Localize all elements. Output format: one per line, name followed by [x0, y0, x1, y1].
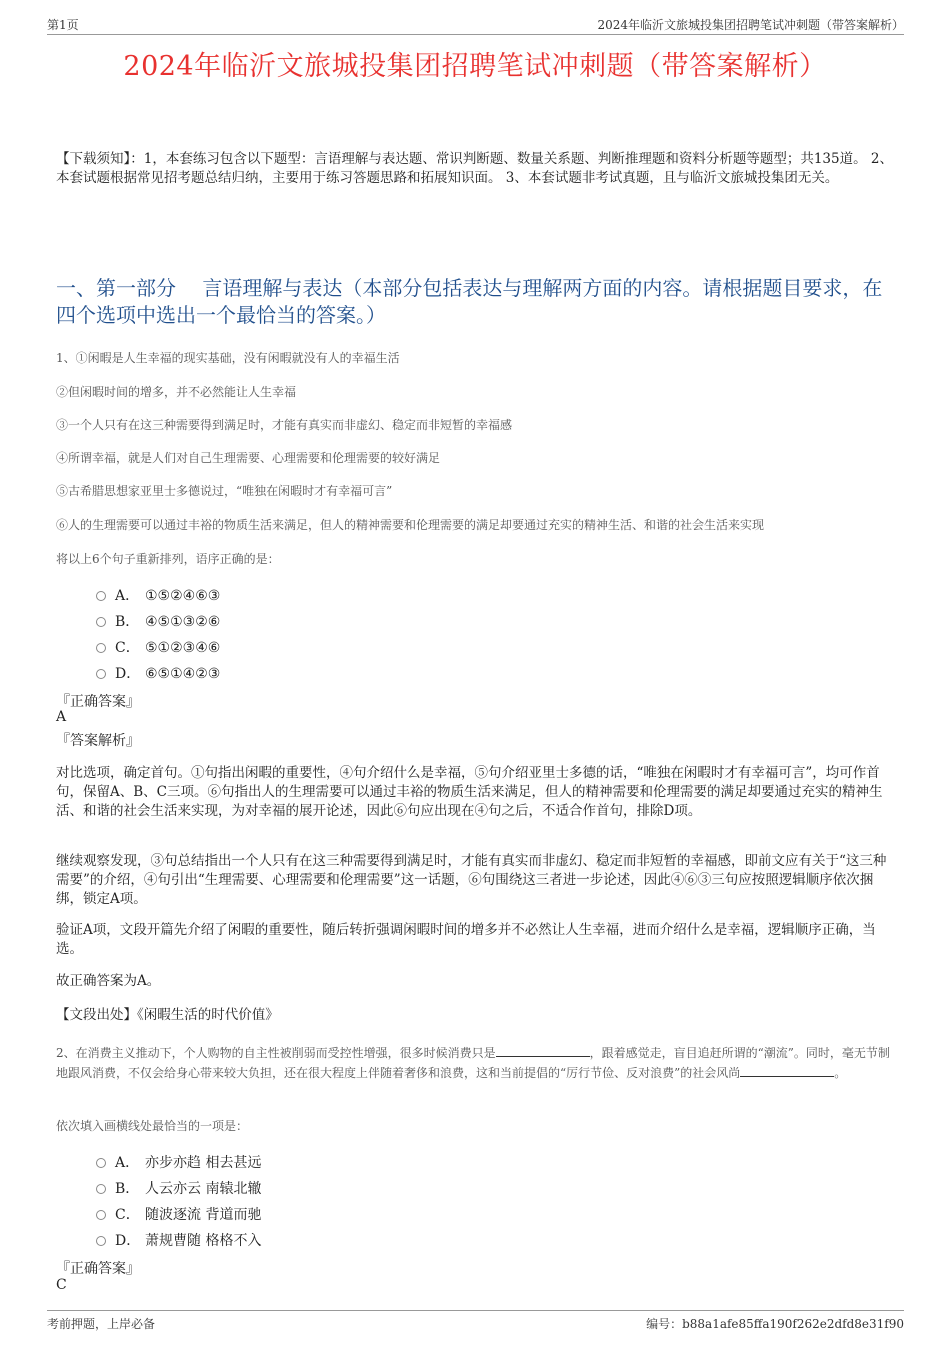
- q1-analysis-label: 『答案解析』: [56, 733, 140, 749]
- document-title: 2024年临沂文旅城投集团招聘笔试冲刺题（带答案解析）: [123, 51, 827, 82]
- footer-doc-id: 编号：b88a1afe85ffa190f262e2dfd8e31f90: [646, 1317, 904, 1331]
- blank-1: [496, 1045, 590, 1057]
- page-footer: [47, 1310, 904, 1333]
- q2-option-b[interactable]: B． 人云亦云 南辕北辙: [96, 1178, 261, 1198]
- header-doc-title: 2024年临沂文旅城投集团招聘笔试冲刺题（带答案解析）: [597, 18, 904, 32]
- q1-source: 【文段出处】《闲暇生活的时代价值》: [56, 1007, 279, 1023]
- radio-icon[interactable]: [96, 591, 106, 601]
- question-1-line-1: 1、①闲暇是人生幸福的现实基础，没有闲暇就没有人的幸福生活: [56, 351, 400, 365]
- question-2-prompt: 依次填入画横线处最恰当的一项是：: [56, 1119, 249, 1133]
- radio-icon[interactable]: [96, 617, 106, 627]
- page-number: 第1页: [47, 18, 79, 32]
- blank-2: [740, 1065, 834, 1077]
- download-notice: 【下载须知】：1，本套练习包含以下题型：言语理解与表达题、常识判断题、数量关系题、判断推理题和资料分析题等题型；共135道。 2、本套试题根据常见招考题总结归纳，主要用于练习答题思路和拓展知识面。 3、本套试题非考试真题，且与临沂文旅城投集团无关。: [56, 151, 893, 186]
- radio-icon[interactable]: [96, 1158, 106, 1168]
- q2-option-a[interactable]: A． 亦步亦趋 相去甚远: [96, 1152, 261, 1172]
- question-1-line-5: ⑤古希腊思想家亚里士多德说过，“唯独在闲暇时才有幸福可言”: [56, 484, 393, 498]
- question-1-line-6: ⑥人的生理需要可以通过丰裕的物质生活来满足，但人的精神需要和伦理需要的满足却要通过充实的精神生活、和谐的社会生活来实现: [56, 518, 765, 532]
- section-heading: 一、第一部分 言语理解与表达（本部分包括表达与理解两方面的内容。请根据题目要求，在四个选项中选出一个最恰当的答案。）: [56, 276, 883, 327]
- q1-analysis-p4: 故正确答案为A。: [56, 973, 161, 989]
- radio-icon[interactable]: [96, 1236, 106, 1246]
- q1-analysis-p1: 对比选项，确定首句。①句指出闲暇的重要性，④句介绍什么是幸福，⑤句介绍亚里士多德的话，“唯独在闲暇时才有幸福可言”，均可作首句，保留A、B、C三项。⑥句指出人的生理需要可以通过丰裕的物质生活来满足，但人的精神需要和伦理需要的满足却要通过充实的精神生活、和谐的社会生活来实现，为对幸福的展开论述，因此⑥句应出现在④句之后，不适合作首句，排除D项。: [56, 765, 883, 819]
- q1-answer-label: 『正确答案』: [56, 694, 140, 710]
- radio-icon[interactable]: [96, 643, 106, 653]
- question-1-line-2: ②但闲暇时间的增多，并不必然能让人生幸福: [56, 385, 297, 399]
- radio-icon[interactable]: [96, 1210, 106, 1220]
- q1-answer: A: [56, 709, 67, 725]
- question-1-line-3: ③一个人只有在这三种需要得到满足时，才能有真实而非虚幻、稳定而非短暂的幸福感: [56, 418, 513, 432]
- q1-option-d[interactable]: D． ⑥⑤①④②③: [96, 663, 220, 683]
- question-2-text: 2、在消费主义推动下，个人购物的自主性被削弱而受控性增强，很多时候消费只是 ，跟着感觉走，盲目追赶所谓的“潮流”。同时，毫无节制地跟风消费，不仅会给身心带来较大负担，还在很大程度上伴随着奢侈和浪费，这和当前提倡的“厉行节俭、反对浪费”的社会风尚 。: [56, 1046, 890, 1080]
- q1-analysis-p3: 验证A项，文段开篇先介绍了闲暇的重要性，随后转折强调闲暇时间的增多并不必然让人生幸福，进而介绍什么是幸福，逻辑顺序正确，当选。: [56, 922, 876, 957]
- question-1-line-4: ④所谓幸福，就是人们对自己生理需要、心理需要和伦理需要的较好满足: [56, 451, 441, 465]
- q2-option-c[interactable]: C． 随波逐流 背道而驰: [96, 1204, 261, 1224]
- footer-slogan: 考前押题，上岸必备: [47, 1317, 156, 1331]
- q2-answer-label: 『正确答案』: [56, 1261, 140, 1277]
- q1-analysis-p2: 继续观察发现，③句总结指出一个人只有在这三种需要得到满足时，才能有真实而非虚幻、稳定而非短暂的幸福感，即前文应有关于“这三种需要”的介绍，④句引出“生理需要、心理需要和伦理需要”这一话题，⑥句围绕这三者进一步论述，因此④⑥③三句应按照逻辑顺序依次捆绑，锁定A项。: [56, 853, 887, 907]
- q2-option-d[interactable]: D． 萧规曹随 格格不入: [96, 1230, 261, 1250]
- q1-option-a[interactable]: A． ①⑤②④⑥③: [96, 585, 220, 605]
- q1-option-c[interactable]: C． ⑤①②③④⑥: [96, 637, 220, 657]
- page-header: [47, 14, 904, 35]
- radio-icon[interactable]: [96, 669, 106, 679]
- radio-icon[interactable]: [96, 1184, 106, 1194]
- q2-answer: C: [56, 1277, 67, 1293]
- q1-option-b[interactable]: B． ④⑤①③②⑥: [96, 611, 220, 631]
- question-1-prompt: 将以上6个句子重新排列，语序正确的是：: [56, 552, 280, 566]
